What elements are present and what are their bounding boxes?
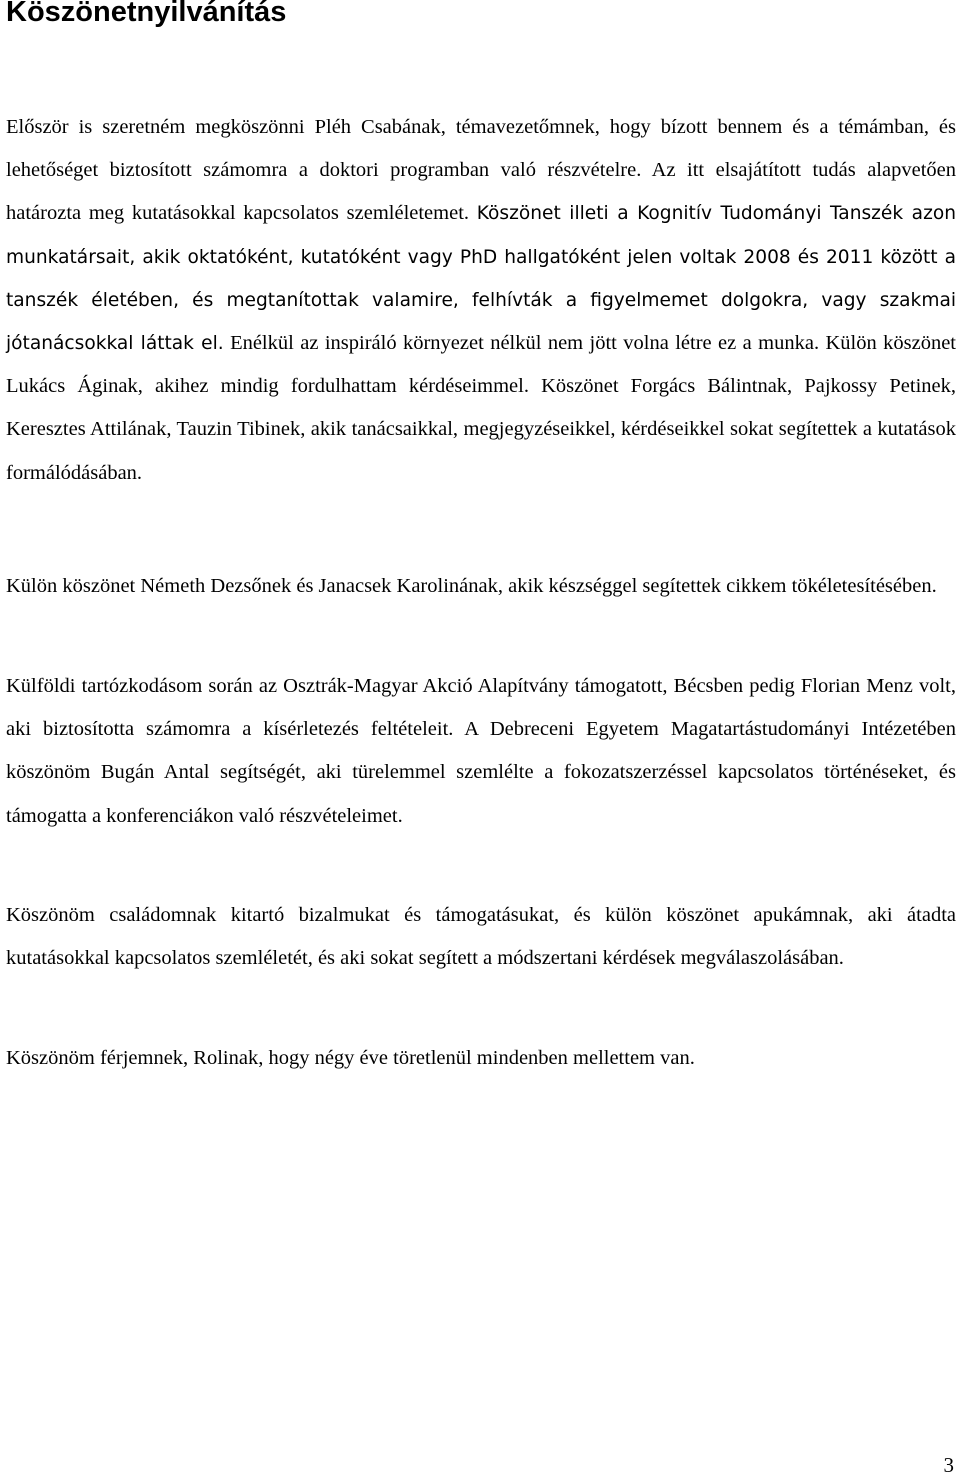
page-number: 3	[943, 1453, 954, 1477]
paragraph-1	[6, 106, 956, 495]
paragraph-1-rest: Enélkül az inspiráló környezet nélkül nem jött volna létre ez a munka. Külön köszönet Lukács Áginak, akihez mindig fordulhattam kérdéseimmel. Köszönet Forgács Bálintnak, Pajkossy Petinek, Keresztes Attilának, Tauzin Tibinek, akik tanácsaikkal, megjegyzéseikkel, kérdéseikkel sokat segítettek a kutatások formálódásában.	[6, 332, 956, 484]
paragraph-1-intro: Először is szeretném megköszönni Pléh Csabának, témavezetőmnek, hogy bízott bennem és a témámban, és lehetőséget biztosított számomra a doktori programban való részvételre. Az itt elsajátított tudás alapvetően határozta meg kutatásokkal kapcsolatos szemléletemet.	[6, 116, 956, 225]
paragraph-5: Köszönöm férjemnek, Rolinak, hogy négy éve töretlenül mindenben mellettem van.	[6, 1047, 695, 1069]
paragraph-1-sans-section: Köszönet illeti a Kognitív Tudományi Tanszék azon munkatársait, akik oktatóként, kutatóként vagy PhD hallgatóként jelen voltak 2008 és 2011 között a tanszék életében, és megtanítottak valamire, felhívták a figyelmemet dolgokra, vagy szakmai jótanácsokkal láttak el.	[6, 203, 956, 355]
paragraph-4: Köszönöm családomnak kitartó bizalmukat és támogatásukat, és külön köszönet apukámnak, aki átadta kutatásokkal kapcsolatos szemléletét, és aki sokat segített a módszertani kérdések megválaszolásában.	[6, 904, 956, 970]
page-title: Köszönetnyilvánítás	[6, 0, 287, 28]
paragraph-3: Külföldi tartózkodásom során az Osztrák-Magyar Akció Alapítvány támogatott, Bécsben pedig Florian Menz volt, aki biztosította számomra a kísérletezés feltételeit. A Debreceni Egyetem Magatartástudományi Intézetében köszönöm Bugán Antal segítségét, aki türelemmel szemlélte a fokozatszerzéssel kapcsolatos történéseket, és támogatta a konferenciákon való részvételeimet.	[6, 675, 956, 827]
paragraph-2: Külön köszönet Németh Dezsőnek és Janacsek Karolinának, akik készséggel segítettek cikkem tökéletesítésében.	[6, 575, 937, 597]
